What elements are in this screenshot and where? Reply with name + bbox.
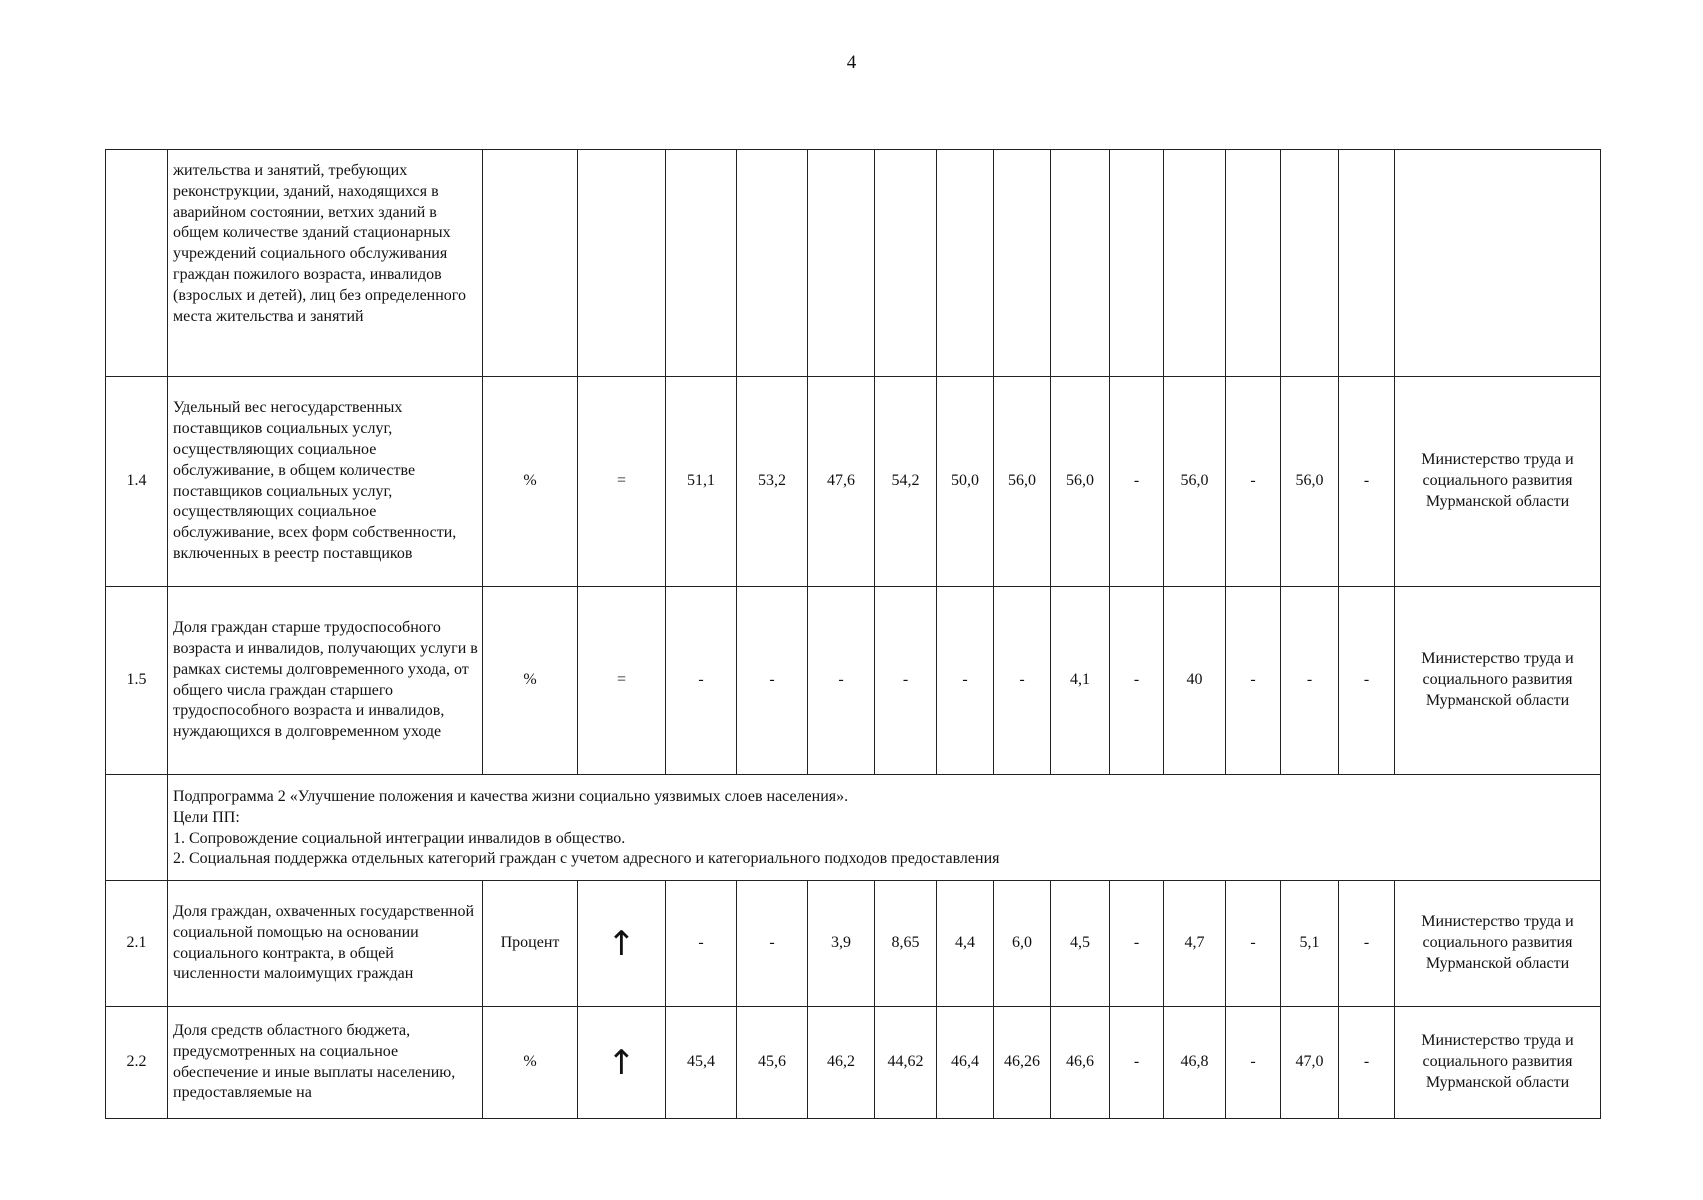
value-cell: 46,8 [1164,1007,1226,1119]
value-cell: - [737,881,808,1007]
value-cell: - [1110,1007,1164,1119]
value-cell: 40 [1164,587,1226,775]
value-cell: 51,1 [666,377,737,587]
value-cell: 56,0 [1164,377,1226,587]
unit-cell: % [483,377,578,587]
row-number: 1.5 [106,587,168,775]
responsible-cell: Министерство труда и социального развития Мурманской области [1395,377,1601,587]
value-cell: 8,65 [875,881,937,1007]
indicator-description: Доля граждан, охваченных государственной социальной помощью на основании социального контракта, в общей численности малоимущих граждан [168,881,483,1007]
value-cell: 53,2 [737,377,808,587]
value-cell: 47,0 [1281,1007,1339,1119]
value-cell: - [1339,587,1395,775]
value-cell: - [1226,881,1281,1007]
indicator-description: жительства и занятий, требующих реконструкции, зданий, находящихся в аварийном состоянии, ветхих зданий в общем количестве зданий стационарных учреждений социального обслуживания граждан пожилого возраста, инвалидов (взрослых и детей), лиц без определенного места жительства и занятий [168,150,483,377]
value-cell: - [1226,1007,1281,1119]
value-cell: - [937,587,994,775]
value-cell: 56,0 [1281,377,1339,587]
value-cell: 4,7 [1164,881,1226,1007]
arrow-up-icon: ↑ [578,1007,666,1119]
responsible-cell: Министерство труда и социального развития Мурманской области [1395,881,1601,1007]
responsible-cell: Министерство труда и социального развития Мурманской области [1395,587,1601,775]
value-cell: 46,6 [1051,1007,1110,1119]
subprogram-number-cell [106,775,168,881]
value-cell: 4,5 [1051,881,1110,1007]
table-row [106,881,1601,1007]
value-cell [1164,150,1226,377]
value-cell [808,150,875,377]
value-cell: - [1339,881,1395,1007]
value-cell [937,150,994,377]
value-cell [875,150,937,377]
subprogram-row [106,775,1601,881]
value-cell: 46,4 [937,1007,994,1119]
subprogram-goals-label: Цели ПП: [173,808,240,826]
value-cell [1051,150,1110,377]
row-number: 2.2 [106,1007,168,1119]
value-cell: 56,0 [994,377,1051,587]
value-cell [994,150,1051,377]
value-cell: - [1110,587,1164,775]
value-cell: 46,26 [994,1007,1051,1119]
value-cell: 50,0 [937,377,994,587]
value-cell: 54,2 [875,377,937,587]
indicator-description: Доля средств областного бюджета, предусмотренных на социальное обеспечение и иные выплаты населению, предоставляемые на [168,1007,483,1119]
responsible-cell: Министерство труда и социального развития Мурманской области [1395,1007,1601,1119]
value-cell: 46,2 [808,1007,875,1119]
value-cell [1110,150,1164,377]
value-cell: - [1226,377,1281,587]
indicator-description: Удельный вес негосударственных поставщиков социальных услуг, осуществляющих социальное обслуживание, в общем количестве поставщиков социальных услуг, осуществляющих социальное обслуживание, всех форм собственности, включенных в реестр поставщиков [168,377,483,587]
value-cell: - [808,587,875,775]
responsible-cell [1395,150,1601,377]
value-cell: - [1339,377,1395,587]
value-cell: - [994,587,1051,775]
arrow-up-icon: ↑ [578,881,666,1007]
value-cell: - [1339,1007,1395,1119]
subprogram-goal-1: 1. Сопровождение социальной интеграции инвалидов в общество. [173,829,626,847]
value-cell: - [666,881,737,1007]
subprogram-cell [168,775,1601,881]
indicators-table [105,149,1601,1119]
table-row [106,377,1601,587]
unit-cell: Процент [483,881,578,1007]
value-cell: 5,1 [1281,881,1339,1007]
row-number: 2.1 [106,881,168,1007]
table-row [106,587,1601,775]
page-number: 4 [846,52,857,73]
value-cell: 4,4 [937,881,994,1007]
subprogram-title: Подпрограмма 2 «Улучшение положения и качества жизни социально уязвимых слоев населения». [173,788,849,805]
unit-cell: % [483,587,578,775]
value-cell [1339,150,1395,377]
value-cell [1281,150,1339,377]
value-cell: 3,9 [808,881,875,1007]
value-cell: - [1110,377,1164,587]
value-cell: 45,4 [666,1007,737,1119]
value-cell: - [1226,587,1281,775]
value-cell: - [666,587,737,775]
subprogram-goal-2: 2. Социальная поддержка отдельных категорий граждан с учетом адресного и категориального подходов предоставления [173,850,1000,868]
unit-cell: % [483,1007,578,1119]
indicator-description: Доля граждан старше трудоспособного возраста и инвалидов, получающих услуги в рамках системы долговременного ухода, от общего числа граждан старшего трудоспособного возраста и инвалидов, нуждающихся в долговременном уходе [168,587,483,775]
value-cell: - [1110,881,1164,1007]
value-cell: 47,6 [808,377,875,587]
value-cell [666,150,737,377]
value-cell: 4,1 [1051,587,1110,775]
value-cell: 45,6 [737,1007,808,1119]
value-cell: - [737,587,808,775]
value-cell: 44,62 [875,1007,937,1119]
trend-cell: = [578,587,666,775]
row-number [106,150,168,377]
value-cell [1226,150,1281,377]
value-cell [737,150,808,377]
row-number: 1.4 [106,377,168,587]
value-cell: - [1281,587,1339,775]
value-cell: 56,0 [1051,377,1110,587]
table-row [106,1007,1601,1119]
unit-cell [483,150,578,377]
table-row [106,150,1601,377]
trend-cell: = [578,377,666,587]
trend-cell [578,150,666,377]
value-cell: 6,0 [994,881,1051,1007]
value-cell: - [875,587,937,775]
